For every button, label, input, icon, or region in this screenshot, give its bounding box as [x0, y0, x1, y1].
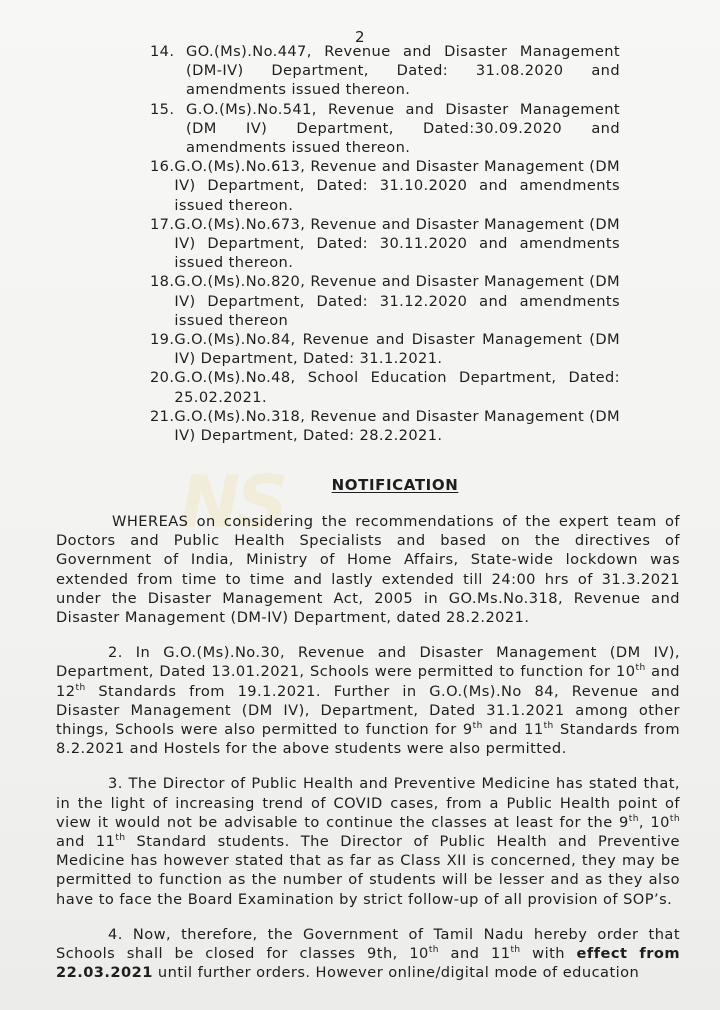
reference-text: G.O.(Ms).No.613, Revenue and Disaster Management (DM IV) Department, Dated: 31.10.2020 and amendments issued thereon. [174, 158, 620, 214]
notification-body [56, 512, 680, 998]
reference-item [150, 157, 620, 215]
reference-item [150, 272, 620, 330]
reference-number: 18. [150, 273, 175, 291]
reference-number: 17. [150, 215, 175, 233]
reference-text: G.O.(Ms).No.318, Revenue and Disaster Management (DM IV) Department, Dated: 28.2.2021. [174, 407, 620, 445]
notification-heading: NOTIFICATION [331, 476, 459, 494]
reference-text: GO.(Ms).No.447, Revenue and Disaster Management (DM-IV) Department, Dated: 31.08.2020 and amendments issued thereon. [186, 43, 620, 99]
reference-number: 20. [150, 369, 175, 387]
watermark-logo: NS [180, 460, 285, 544]
reference-text: G.O.(Ms).No.820, Revenue and Disaster Management (DM IV) Department, Dated: 31.12.2020 and amendments issued thereon [174, 273, 620, 329]
reference-number: 19. [150, 331, 175, 349]
effective-date: effect from 22.03.2021 [56, 945, 680, 982]
reference-number: 16. [150, 158, 175, 176]
reference-item [150, 42, 620, 100]
reference-item [150, 215, 620, 273]
paragraph-4: 4. Now, therefore, the Government of Tamil Nadu hereby order that Schools shall be closed for classes 9th, 10th and 11th with effect from 22.03.2021 until further orders. However online/digital mode of education [56, 925, 680, 982]
reference-number: 14. [150, 43, 175, 60]
reference-text: G.O.(Ms).No.84, Revenue and Disaster Management (DM IV) Department, Dated: 31.1.2021. [174, 331, 620, 368]
reference-text: G.O.(Ms).No.673, Revenue and Disaster Management (DM IV) Department, Dated: 30.11.2020 and amendments issued thereon. [174, 215, 620, 272]
reference-item [150, 100, 620, 158]
page-number: 2 [354, 28, 366, 46]
paragraph-2: 2. In G.O.(Ms).No.30, Revenue and Disaster Management (DM IV), Department, Dated 13.01.2021, Schools were permitted to function for 10th and 12th Standards from 19.1.2021. Further in G.O.(Ms).No 84, Revenue and Disaster Management (DM IV), Department, Dated 31.1.2021 among other things, Schools were also permitted to function for 9th and 11th Standards from 8.2.2021 and Hostels for the above students were also permitted. [56, 644, 680, 758]
reference-item [150, 368, 620, 406]
reference-text: G.O.(Ms).No.541, Revenue and Disaster Management (DM IV) Department, Dated:30.09.2020 and amendments issued thereon. [186, 100, 620, 157]
paragraph-1: WHEREAS on considering the recommendations of the expert team of Doctors and Public Health Specialists and based on the directives of Government of India, Ministry of Home Affairs, State-wide lockdown was extended from time to time and lastly extended till 24:00 hrs of 31.3.2021 under the Disaster Management Act, 2005 in GO.Ms.No.318, Revenue and Disaster Management (DM-IV) Department, dated 28.2.2021. [56, 513, 680, 627]
reference-number: 15. [150, 100, 175, 118]
reference-item [150, 330, 620, 368]
paragraph-3: 3. The Director of Public Health and Preventive Medicine has stated that, in the light of increasing trend of COVID cases, from a Public Health point of view it would not be advisable to continue the classes at least for the 9th, 10th and 11th Standard students. The Director of Public Health and Preventive Medicine has however stated that as far as Class XII is concerned, they may be permitted to function as the number of students will be lesser and as they also have to face the Board Examination by strict follow-up of all provision of SOP’s. [56, 775, 680, 908]
reference-list [150, 42, 620, 445]
reference-item [150, 407, 620, 445]
reference-number: 21. [150, 407, 175, 425]
reference-text: G.O.(Ms).No.48, School Education Department, Dated: 25.02.2021. [174, 369, 620, 406]
